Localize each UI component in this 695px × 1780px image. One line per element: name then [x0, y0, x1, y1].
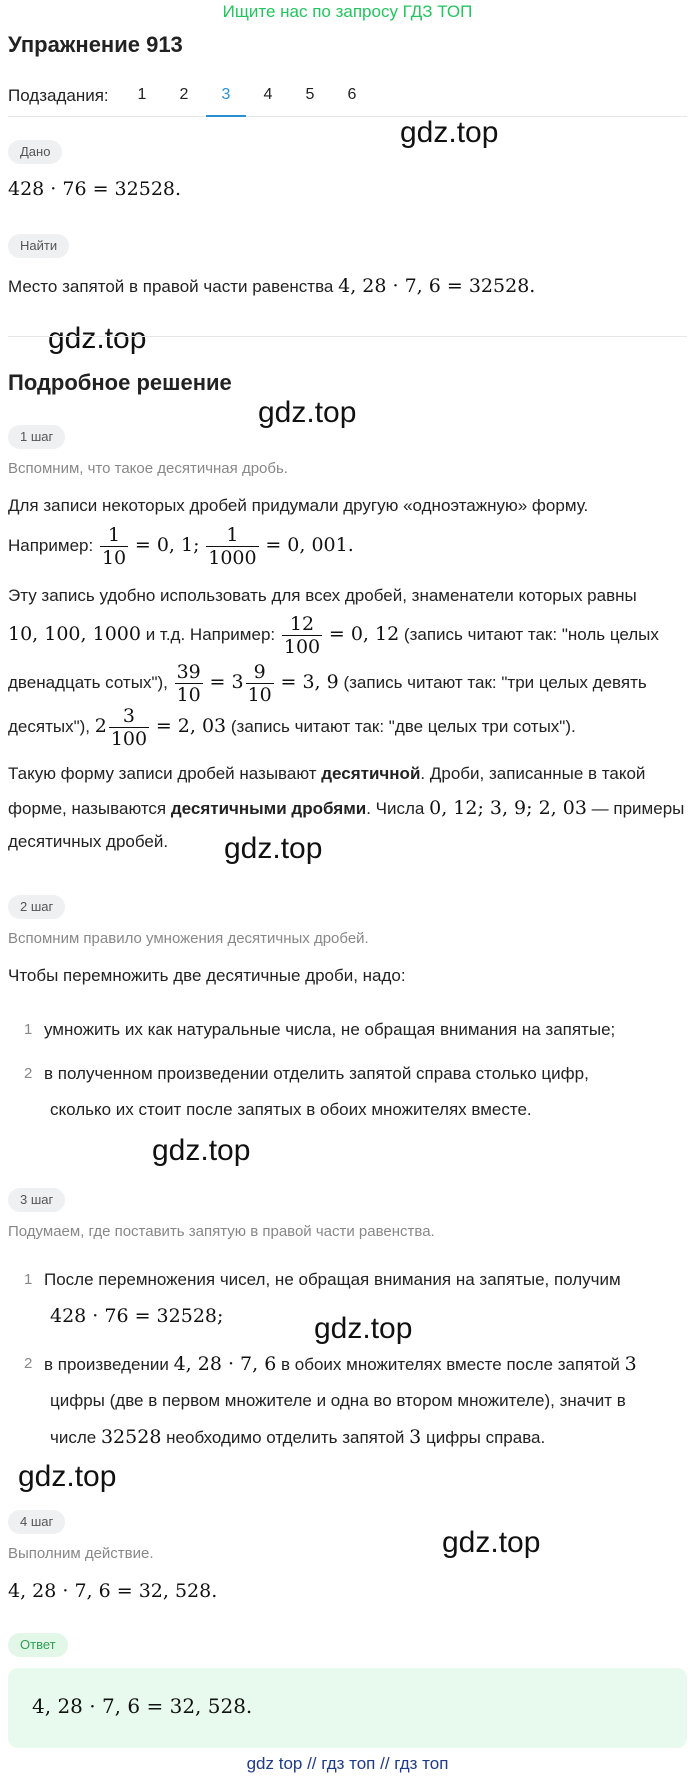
fraction: $\frac{1}{10}$: [101, 524, 127, 570]
step-1-p3d: десятых"), 2 $\frac{3}{100}$ = 2, 03 (запись читают так: "две целых три сотых").: [8, 705, 576, 751]
watermark: gdz.top: [258, 396, 357, 429]
step-2-hint: Вспомним правило умножения десятичных дробей.: [8, 930, 369, 947]
step-4-hint: Выполним действие.: [8, 1545, 154, 1562]
tab-subtask-2[interactable]: 2: [179, 86, 189, 103]
step-1-p3c: двенадцать сотых"), $\frac{39}{10}$ = 3 $\frac{9}{10}$ = 3, 9 (запись читают так: "три целых девять: [8, 661, 647, 707]
watermark: gdz.top: [400, 116, 499, 149]
answer-badge: Ответ: [8, 1633, 68, 1657]
fraction: $\frac{1}{1000}$: [208, 524, 257, 570]
subtasks-label: Подзадания:: [8, 86, 109, 105]
step-1-p4b: форме, называются десятичными дробями. Числа 0, 12; 3, 9; 2, 03 — примеры: [8, 797, 685, 819]
tab-subtask-6[interactable]: 6: [347, 86, 357, 103]
step-3-hint: Подумаем, где поставить запятую в правой части равенства.: [8, 1223, 435, 1240]
watermark: gdz.top: [314, 1312, 413, 1345]
tab-subtask-1[interactable]: 1: [137, 86, 147, 103]
step-1-p3b: 10, 100, 1000 и т.д. Например: $\frac{12}{100}$ = 0, 12 (запись читают так: "ноль целых: [8, 613, 659, 659]
footer-links[interactable]: gdz top // гдз топ // гдз топ: [246, 1754, 449, 1773]
list-item: 1 После перемножения чисел, не обращая внимания на запятые, получим 428 · 76 = 32528;: [24, 1270, 621, 1327]
watermark: gdz.top: [152, 1134, 251, 1167]
watermark: gdz.top: [48, 322, 147, 355]
watermark: gdz.top: [442, 1526, 541, 1559]
watermark: gdz.top: [224, 832, 323, 865]
step-4-expression: 4, 28 · 7, 6 = 32, 528.: [8, 1580, 218, 1602]
tab-subtask-3[interactable]: 3: [206, 86, 246, 117]
list-item: 2 в произведении 4, 28 · 7, 6 в обоих множителях вместе после запятой 3 цифры (две в первом множителе и одна во втором множителе), значит в числе 32528 необходимо отделить запятой 3 цифры справа.: [24, 1353, 637, 1448]
fraction: $\frac{12}{100}$: [283, 613, 321, 659]
watermark: gdz.top: [18, 1460, 117, 1493]
tab-subtask-4[interactable]: 4: [263, 86, 273, 103]
list-item: 2 в полученном произведении отделить запятой справа столько цифр, сколько их стоит после запятых в обоих множителях вместе.: [24, 1064, 589, 1119]
step-1-p3a: Эту запись удобно использовать для всех дробей, знаменатели которых равны: [8, 586, 637, 605]
step-4-badge: 4 шаг: [8, 1510, 65, 1534]
step-1-p2: Например: $\frac{1}{10}$ = 0, 1; $\frac{1}{1000}$ = 0, 001.: [8, 524, 354, 570]
step-1-badge: 1 шаг: [8, 425, 65, 449]
find-expression: 4, 28 · 7, 6 = 32528.: [338, 275, 536, 297]
fraction: $\frac{39}{10}$: [176, 661, 201, 707]
promo-link[interactable]: Ищите нас по запросу ГДЗ ТОП: [222, 2, 473, 21]
answer-expression: 4, 28 · 7, 6 = 32, 528.: [32, 1694, 253, 1718]
list-item: 1 умножить их как натуральные числа, не обращая внимания на запятые;: [24, 1020, 616, 1039]
solution-title: Подробное решение: [8, 370, 232, 395]
divider: [8, 336, 687, 337]
given-badge: Дано: [8, 140, 62, 164]
step-1-p1: Для записи некоторых дробей придумали другую «одноэтажную» форму.: [8, 496, 589, 515]
step-1-p4c: десятичных дробей.: [8, 832, 169, 851]
fraction: $\frac{9}{10}$: [247, 661, 272, 707]
step-2-intro: Чтобы перемножить две десятичные дроби, надо:: [8, 966, 406, 985]
fraction: $\frac{3}{100}$: [110, 705, 148, 751]
find-text: Место запятой в правой части равенства 4, 28 · 7, 6 = 32528.: [8, 275, 536, 297]
page-title: Упражнение 913: [8, 32, 183, 57]
step-3-badge: 3 шаг: [8, 1188, 65, 1212]
step-1-hint: Вспомним, что такое десятичная дробь.: [8, 460, 288, 477]
step-2-badge: 2 шаг: [8, 895, 65, 919]
subtasks-bar: [8, 82, 687, 117]
answer-box: [8, 1668, 687, 1748]
given-expression: 428 · 76 = 32528.: [8, 178, 182, 200]
tab-subtask-5[interactable]: 5: [305, 86, 315, 103]
step-1-p4a: Такую форму записи дробей называют десятичной. Дроби, записанные в такой: [8, 764, 646, 783]
find-badge: Найти: [8, 234, 69, 258]
